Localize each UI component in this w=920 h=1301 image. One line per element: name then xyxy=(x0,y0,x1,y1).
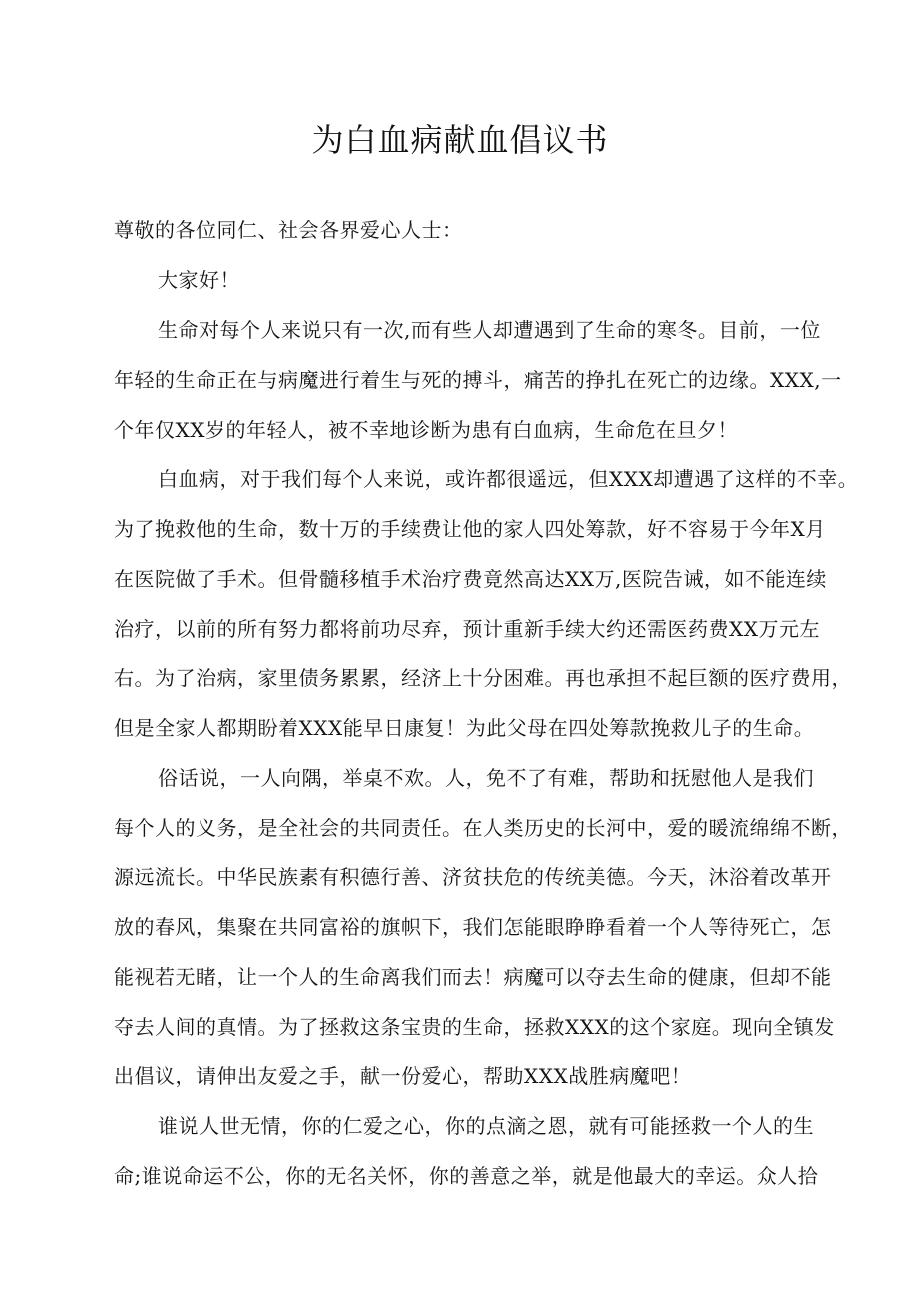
paragraph-3-line-7: 出倡议，请伸出友爱之手，献一份爱心，帮助XXX战胜病魔吧！ xyxy=(114,1064,692,1088)
paragraph-2-line-5: 右。为了治病，家里债务累累，经济上十分困难。再也承担不起巨额的医疗费用， xyxy=(114,666,852,690)
paragraph-3-line-1: 俗话说，一人向隅，举桌不欢。人，免不了有难，帮助和抚慰他人是我们 xyxy=(158,766,814,790)
paragraph-3-line-2: 每个人的义务，是全社会的共同责任。在人类历史的长河中，爱的暖流绵绵不断， xyxy=(114,816,852,840)
document-title: 为白血病献血倡议书 xyxy=(311,121,609,159)
paragraph-3-line-6: 夺去人间的真情。为了拯救这条宝贵的生命，拯救XXX的这个家庭。现向全镇发 xyxy=(114,1015,835,1039)
paragraph-4-line-2: 命;谁说命运不公，你的无名关怀，你的善意之举，就是他最大的幸运。众人拾 xyxy=(114,1164,819,1188)
paragraph-3-line-4: 放的春风，集聚在共同富裕的旗帜下，我们怎能眼睁睁看着一个人等待死亡，怎 xyxy=(114,915,832,939)
paragraph-1-line-2: 年轻的生命正在与病魔进行着生与死的搏斗，痛苦的挣扎在死亡的边缘。XXX,一 xyxy=(114,368,842,392)
paragraph-2-line-1: 白血病，对于我们每个人来说，或许都很遥远，但XXX却遭遇了这样的不幸。 xyxy=(158,467,859,491)
paragraph-2-line-2: 为了挽救他的生命，数十万的手续费让他的家人四处筹款，好不容易于今年X月 xyxy=(114,517,826,541)
paragraph-2-line-3: 在医院做了手术。但骨髓移植手术治疗费竟然高达XX万,医院告诫，如不能连续 xyxy=(114,567,827,591)
paragraph-4-line-1: 谁说人世无情，你的仁爱之心，你的点滴之恩，就有可能拯救一个人的生 xyxy=(158,1114,814,1138)
salutation: 尊敬的各位同仁、社会各界爱心人士： xyxy=(114,218,463,242)
paragraph-2-line-6: 但是全家人都期盼着XXX能早日康复！为此父母在四处筹款挽救儿子的生命。 xyxy=(114,716,815,740)
paragraph-1-line-1: 生命对每个人来说只有一次,而有些人却遭遇到了生命的寒冬。目前，一位 xyxy=(158,318,821,342)
paragraph-2-line-4: 治疗，以前的所有努力都将前功尽弃，预计重新手续大约还需医药费XX万元左 xyxy=(114,617,820,641)
paragraph-3-line-5: 能视若无睹，让一个人的生命离我们而去！病魔可以夺去生命的健康，但却不能 xyxy=(114,965,832,989)
paragraph-3-line-3: 源远流长。中华民族素有积德行善、济贫扶危的传统美德。今天，沐浴着改革开 xyxy=(114,865,832,889)
paragraph-1-line-3: 个年仅XX岁的年轻人，被不幸地诊断为患有白血病，生命危在旦夕！ xyxy=(114,418,738,442)
greeting: 大家好！ xyxy=(158,268,240,292)
